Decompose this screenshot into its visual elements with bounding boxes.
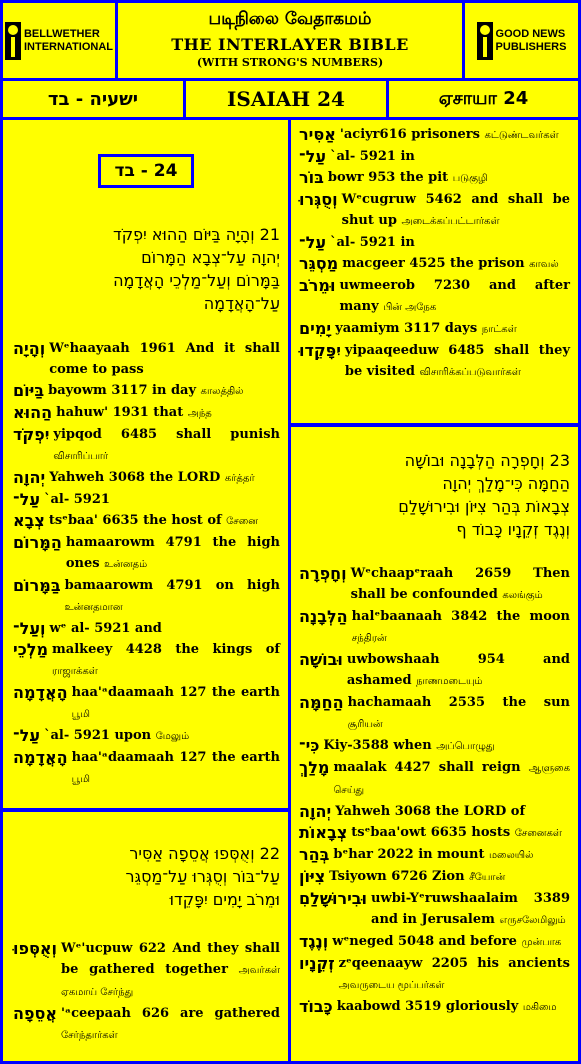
tamil-ref: ஏசாயா 24	[389, 81, 578, 117]
word-gloss	[330, 146, 578, 167]
word-gloss	[61, 1003, 288, 1046]
word-gloss	[335, 318, 578, 340]
word-gloss	[348, 692, 578, 735]
hebrew-word: וְסֻגְּרוּ	[299, 190, 338, 209]
hebrew-word: צִיּוֹן	[299, 867, 326, 886]
gloss-continuation: many	[339, 299, 379, 314]
word-entry	[299, 996, 578, 1018]
word-entry	[299, 318, 578, 340]
word-entry	[299, 692, 578, 735]
transliteration-gloss: tsᵉbaa' 6635 the host of	[48, 513, 222, 528]
word-entry	[299, 801, 578, 822]
word-gloss	[342, 253, 578, 275]
tamil-gloss: கலங்கும்	[502, 590, 543, 601]
word-entry	[13, 575, 288, 618]
logo-line: BELLWETHER	[23, 27, 100, 40]
word-entry	[13, 338, 288, 380]
hebrew-word: כָּבוֹד	[299, 997, 333, 1016]
tamil-gloss: உன்னதமான	[64, 602, 123, 613]
transliteration-gloss: uwbi-Yᵉruwshaalaim 3389	[371, 891, 570, 906]
word-entry	[13, 532, 288, 575]
transliteration-gloss: yipqod 6485 shall punish	[53, 427, 280, 442]
transliteration-gloss: malkeey 4428 the kings of	[52, 642, 280, 657]
word-gloss	[72, 682, 288, 725]
transliteration-gloss: yipaaqeeduw 6485 shall they	[344, 343, 570, 358]
tamil-gloss: விசாரிக்கப்படுவார்கள்	[419, 367, 521, 378]
transliteration-gloss: bamaarowm 4791 on high	[64, 578, 280, 593]
tamil-gloss: கட்டுண்டவர்கள்	[484, 130, 559, 141]
hebrew-word: וּבִירוּשָׁלַםִ	[299, 889, 368, 908]
word-gloss	[345, 340, 578, 383]
hebrew-line: 23 וְחָפְרָה הַלְּבָנָה וּבוֹשָׁה	[404, 451, 570, 470]
tamil-gloss: எருசலேமிலும்	[499, 915, 566, 926]
hebrew-word: יְהוָה	[299, 802, 332, 821]
word-entry	[299, 189, 578, 232]
word-entry	[299, 563, 578, 606]
hebrew-word: בְּהַר	[299, 845, 330, 864]
word-gloss	[352, 606, 578, 649]
hebrew-word: יִפְקֹד	[13, 425, 50, 444]
hebrew-line: וְנֶגֶד זְקֵנָיו כָּבוֹד ף	[456, 520, 570, 539]
tamil-gloss: ஆளுகை செய்து	[333, 763, 571, 796]
gloss-continuation: high ones	[65, 535, 281, 571]
hebrew-word: יְהוָה	[13, 468, 46, 487]
transliteration-gloss: bowr 953 the pit	[327, 170, 449, 185]
word-gloss	[65, 575, 288, 618]
title-tamil: படிநிலை வேதாகமம்	[208, 9, 372, 29]
transliteration-gloss: maalak 4427 shall reign	[333, 760, 521, 775]
word-gloss	[323, 735, 578, 757]
hebrew-word: עַל־	[13, 490, 40, 509]
word-entry	[13, 489, 288, 510]
word-gloss	[335, 801, 578, 822]
word-entry	[299, 822, 578, 844]
word-gloss	[66, 532, 288, 575]
hebrew-word: וְנֶגֶד	[299, 932, 329, 951]
tamil-gloss: மலையில்	[489, 850, 534, 861]
transliteration-gloss: bayowm 3117 in day	[48, 383, 197, 398]
hebrew-word: כִּי־	[299, 736, 320, 755]
hebrew-word: מָלַךְ	[299, 758, 330, 777]
hebrew-word: וְאֻסְּפוּ	[13, 939, 58, 958]
hebrew-line: וּמֵרֹב יָמִים יִפָּקֵדוּ	[169, 890, 280, 909]
tamil-gloss: காவல்	[529, 259, 559, 270]
tamil-gloss: அப்பொழுது	[436, 741, 495, 752]
word-gloss	[333, 844, 578, 866]
hebrew-word: מַלְכֵי	[13, 640, 49, 659]
transliteration-gloss: uwmeerob 7230 and after	[339, 278, 570, 293]
gloss-continuation: be gathered together	[61, 962, 228, 977]
logo-line: GOOD NEWS	[495, 27, 566, 40]
verse-23-entries	[291, 563, 578, 1018]
tamil-gloss: காலத்தில்	[200, 386, 244, 397]
page-subtitle: (WITH STRONG'S NUMBERS)	[196, 56, 384, 69]
transliteration-gloss: Kiy-3588 when	[323, 738, 432, 753]
logo-line: PUBLISHERS	[495, 40, 567, 53]
transliteration-gloss: wᵉ al- 5921 and	[49, 621, 162, 636]
transliteration-gloss: uwbowshaah 954 and	[346, 652, 570, 667]
transliteration-gloss: tsᵉbaa'owt 6635 hosts	[351, 825, 511, 840]
hebrew-line: צְבָאוֹת בְּהַר צִיּוֹן וּבִירוּשָׁלַםִ	[398, 497, 570, 516]
hebrew-word: וּמֵרֹב	[299, 276, 336, 295]
word-entry	[299, 275, 578, 318]
hebrew-word: וּבוֹשָׁה	[299, 650, 343, 669]
tamil-gloss: பூமி	[71, 774, 90, 785]
word-gloss	[351, 822, 578, 844]
logo-line: INTERNATIONAL	[23, 40, 113, 53]
tamil-gloss: அவர்கள் ஏகமாய் சேர்ந்து	[61, 965, 280, 998]
word-gloss	[328, 167, 578, 189]
tamil-gloss: சேர்ந்தார்கள்	[61, 1030, 118, 1041]
bellwether-logo	[3, 3, 115, 78]
verse-23-panel	[291, 427, 578, 1061]
tamil-gloss: சந்திரன்	[351, 633, 387, 644]
tamil-gloss: மேலும்	[155, 731, 190, 742]
transliteration-gloss: kaabowd 3519 gloriously	[336, 999, 519, 1014]
tamil-gloss: அவருடைய மூப்பர்கள்	[338, 980, 445, 991]
word-gloss	[49, 338, 288, 380]
tamil-gloss: கர்த்தர்	[224, 473, 255, 484]
transliteration-gloss: Wᵉchaapᵉraah 2659 Then	[350, 566, 570, 581]
word-entry	[299, 866, 578, 888]
transliteration-gloss: hamaarowm 4791 the	[65, 535, 237, 550]
word-entry	[13, 618, 288, 639]
tamil-gloss: ராஜாக்கள்	[52, 666, 98, 677]
transliteration-gloss: Yahweh 3068 the LORD	[49, 470, 221, 485]
transliteration-gloss: Wᵉhaayaah 1961 And it shall	[49, 341, 280, 356]
verse-21-hebrew	[3, 223, 288, 315]
word-gloss	[371, 888, 578, 931]
verse-22-entries	[3, 938, 288, 1046]
transliteration-gloss: `al- 5921 in	[329, 149, 415, 164]
hebrew-word: בַּיּוֹם	[13, 381, 45, 400]
transliteration-gloss: hachamaah 2535 the sun	[347, 695, 570, 710]
gloss-continuation: be shut up	[341, 192, 570, 228]
hebrew-word: עַל־	[299, 147, 326, 166]
word-gloss	[49, 618, 288, 639]
tamil-gloss: சேனை	[226, 516, 258, 527]
word-gloss	[72, 747, 288, 790]
transliteration-gloss: hahuw' 1931 that	[56, 405, 184, 420]
transliteration-gloss: `al- 5921 in	[329, 235, 415, 250]
transliteration-gloss: Tsiyown 6726 Zion	[329, 869, 465, 884]
word-entry	[299, 232, 578, 253]
word-entry	[299, 649, 578, 692]
hebrew-word: בּוֹר	[299, 168, 324, 187]
word-gloss	[337, 996, 578, 1018]
tamil-gloss: அடைக்கப்பட்டார்கள்	[401, 216, 500, 227]
word-entry	[299, 931, 578, 953]
hebrew-word: זְקֵנָיו	[299, 954, 335, 973]
hebrew-word: הַהוּא	[13, 403, 53, 422]
word-gloss	[44, 489, 288, 510]
hebrew-line: 22 וְאֻסְּפוּ אֲסֵפָה אַסִּיר	[129, 844, 280, 863]
word-gloss	[56, 402, 288, 424]
hebrew-word: צְבָא	[13, 511, 45, 530]
word-gloss	[342, 189, 578, 232]
word-gloss	[49, 467, 288, 489]
verse-21-entries	[3, 338, 288, 790]
word-entry	[13, 747, 288, 790]
word-gloss	[340, 124, 578, 146]
hebrew-book-ref: ישעיה - בד	[3, 81, 183, 117]
verse-22-hebrew	[3, 842, 288, 911]
hebrew-word: עַל־	[299, 233, 326, 252]
tamil-gloss: அந்த	[187, 408, 212, 419]
word-gloss	[329, 866, 578, 888]
word-gloss	[330, 232, 578, 253]
tamil-gloss: உன்னதம்	[104, 559, 148, 570]
word-gloss	[347, 649, 578, 692]
word-entry	[299, 146, 578, 167]
word-gloss	[52, 639, 288, 682]
word-entry	[299, 888, 578, 931]
word-gloss	[332, 931, 578, 953]
transliteration-gloss: `al- 5921 upon	[43, 728, 152, 743]
hebrew-word: הַחַמָּה	[299, 693, 344, 712]
tamil-gloss: விசாரிப்பார்	[53, 451, 109, 462]
word-entry	[299, 606, 578, 649]
gloss-continuation: shall be confounded	[350, 587, 498, 602]
verse-22-continued-panel	[291, 120, 578, 423]
word-gloss	[44, 725, 288, 747]
page-title: THE INTERLAYER BIBLE	[171, 35, 409, 54]
transliteration-gloss: 'aciyr616 prisoners	[339, 127, 480, 142]
chapter-label: 24 - בד	[98, 154, 194, 188]
word-entry	[299, 253, 578, 275]
transliteration-gloss: yaamiym 3117 days	[335, 321, 478, 336]
verse-23-hebrew	[291, 449, 578, 541]
word-entry	[13, 510, 288, 532]
hebrew-line: עַל־בּוֹר וְסֻגְּרוּ עַל־מַסְגֵּר	[125, 867, 280, 886]
word-entry	[13, 725, 288, 747]
word-gloss	[49, 510, 288, 532]
transliteration-gloss: 'ᵃceepaah 626 are gathered	[61, 1006, 280, 1021]
hebrew-word: יָמִים	[299, 319, 332, 338]
word-entry	[299, 844, 578, 866]
word-entry	[13, 682, 288, 725]
word-gloss	[334, 757, 579, 801]
word-entry	[13, 639, 288, 682]
hebrew-word: אֲסֵפָה	[13, 1004, 58, 1023]
hebrew-line: 21 וְהָיָה בַּיּוֹם הַהוּא יִפְקֹד	[113, 225, 280, 244]
hebrew-word: הַלְּבָנָה	[299, 607, 348, 626]
transliteration-gloss: halᵉbaanaah 3842 the moon	[351, 609, 570, 624]
hebrew-word: וְהָיָה	[13, 339, 46, 358]
hebrew-line: עַל־הָאֲדָמָה	[203, 294, 280, 313]
transliteration-gloss: `al- 5921	[43, 492, 110, 507]
hebrew-word: אַסִּיר	[299, 125, 336, 144]
word-gloss	[339, 953, 578, 996]
transliteration-gloss: macgeer 4525 the prison	[342, 256, 525, 271]
word-entry	[13, 1003, 288, 1046]
english-ref: ISAIAH 24	[186, 81, 386, 117]
good-news-emblem-icon	[477, 22, 493, 60]
tamil-gloss: சேனைகள்	[514, 828, 562, 839]
transliteration-gloss: wᵉneged 5048 and before	[332, 934, 517, 949]
word-entry	[13, 380, 288, 402]
transliteration-gloss: Wᵉ'ucpuw 622 And they shall	[61, 941, 280, 956]
tamil-gloss: முன்பாக	[521, 937, 562, 948]
word-gloss	[53, 424, 288, 467]
transliteration-gloss: Yahweh 3068 the LORD of	[335, 804, 526, 819]
transliteration-gloss: zᵉqeenaayw 2205 his ancients	[338, 956, 570, 971]
hebrew-word: מַסְגֵּר	[299, 254, 339, 273]
gloss-continuation: be visited	[344, 364, 415, 379]
word-entry	[13, 938, 288, 1003]
transliteration-gloss: bᵉhar 2022 in mount	[333, 847, 485, 862]
word-entry	[299, 340, 578, 383]
hebrew-word: צְבָאוֹת	[299, 823, 348, 842]
word-entry	[299, 757, 578, 801]
hebrew-word: הַמָּרוֹם	[13, 533, 62, 552]
word-gloss	[351, 563, 578, 606]
hebrew-word: הָאֲדָמָה	[13, 748, 68, 767]
hebrew-word: וְחָפְרָה	[299, 564, 347, 583]
tamil-gloss: பின் அநேக	[383, 302, 437, 313]
tamil-gloss: பூமி	[71, 709, 90, 720]
word-entry	[299, 953, 578, 996]
hebrew-word: בַּמָּרוֹם	[13, 576, 61, 595]
gloss-continuation: and in Jerusalem	[371, 912, 495, 927]
gloss-continuation: ashamed	[346, 673, 412, 688]
hebrew-line: הַחַמָּה כִּי־מָלַךְ יְהוָה	[442, 474, 570, 493]
word-entry	[13, 467, 288, 489]
hebrew-word: יִפָּקֵדוּ	[299, 341, 341, 360]
hebrew-word: הָאֲדָמָה	[13, 683, 68, 702]
tamil-gloss: நாணமடையும்	[416, 676, 483, 687]
transliteration-gloss: haa'ᵃdaamaah 127 the earth	[71, 750, 280, 765]
word-entry	[13, 424, 288, 467]
word-entry	[299, 124, 578, 146]
tamil-gloss: சீயோன்	[469, 872, 506, 883]
transliteration-gloss: Wᵉcugruw 5462 and shall	[341, 192, 544, 207]
tamil-gloss: நாட்கள்	[481, 324, 517, 335]
word-entry	[299, 735, 578, 757]
tamil-gloss: சூரியன்	[347, 719, 383, 730]
transliteration-gloss: haa'ᵃdaamaah 127 the earth	[71, 685, 280, 700]
good-news-logo	[465, 3, 578, 78]
verse-22-panel	[3, 812, 288, 1061]
hebrew-line: בַּמָּרוֹם וְעַל־מַלְכֵי הָאֲדָמָה	[113, 271, 280, 290]
tamil-gloss: படுகுழி	[452, 173, 488, 184]
bellwether-emblem-icon	[5, 22, 21, 60]
word-entry	[299, 167, 578, 189]
hebrew-word: וְעַל־	[13, 619, 46, 638]
word-gloss	[339, 275, 578, 318]
word-entry	[13, 402, 288, 424]
hebrew-line: יְהוָה עַל־צְבָא הַמָּרוֹם	[141, 248, 280, 267]
hebrew-word: עַל־	[13, 726, 40, 745]
word-gloss	[61, 938, 288, 1003]
gloss-continuation: come to pass	[49, 362, 144, 377]
verse-22-continued-entries	[291, 124, 578, 383]
tamil-gloss: மகிமை	[522, 1002, 557, 1013]
title-block	[118, 3, 462, 78]
word-gloss	[48, 380, 288, 402]
verse-21-panel	[3, 120, 288, 808]
